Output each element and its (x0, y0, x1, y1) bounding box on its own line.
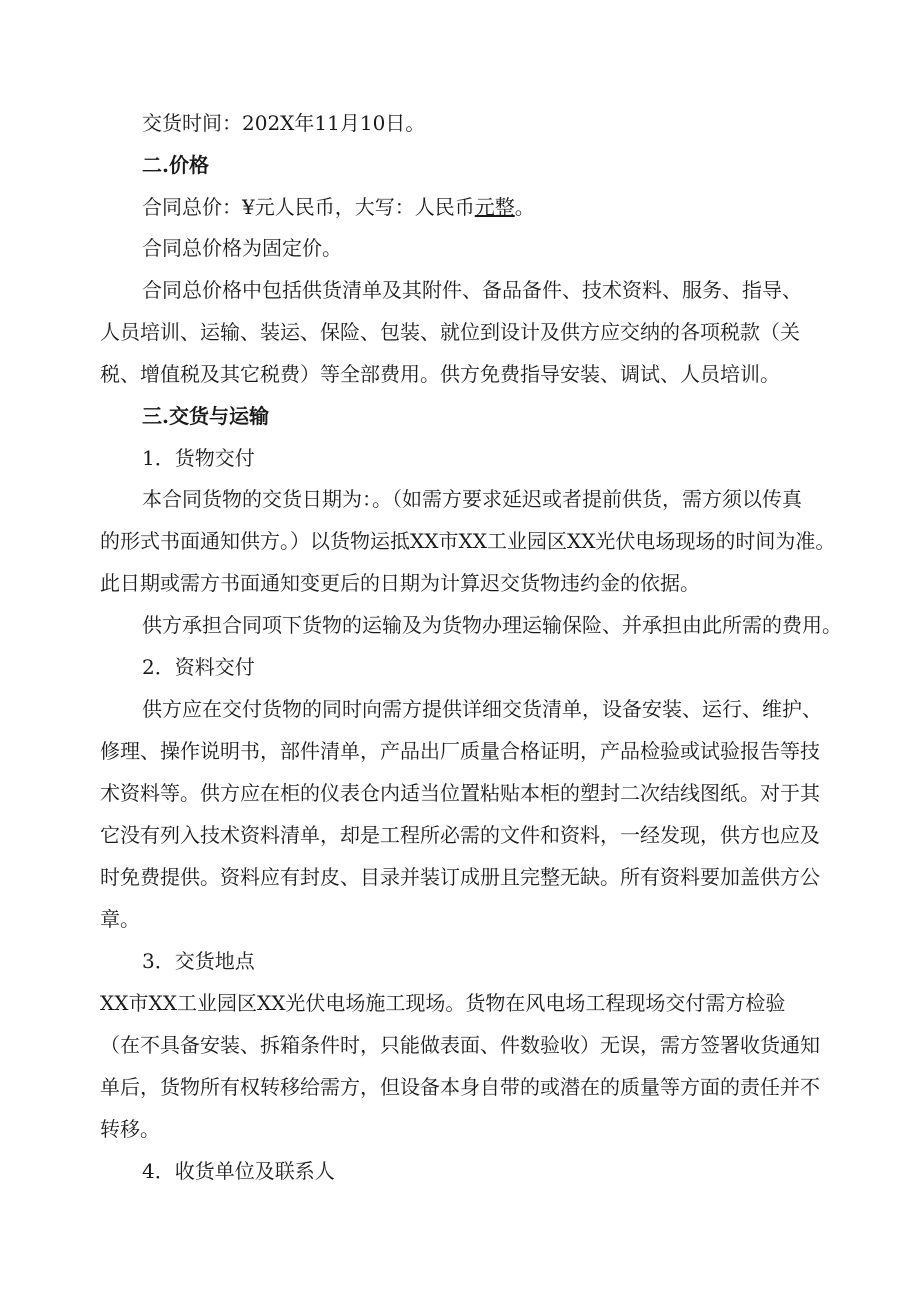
total-price-prefix: 合同总价：¥元人民币，大写：人民币 (142, 195, 475, 219)
item2-line-6: 章。 (100, 907, 140, 931)
item2-line-3: 术资料等。供方应在柜的仪表仓内适当位置粘贴本柜的塑封二次结线图纸。对于其 (100, 781, 820, 805)
total-price-suffix: 。 (514, 195, 535, 219)
item1-para1-line-1: 本合同货物的交货日期为：。（如需方要求延迟或者提前供货，需方须以传真 (142, 487, 802, 511)
item3-title: 3．交货地点 (142, 949, 255, 973)
delivery-time: 交货时间：202X年11月10日。 (142, 111, 426, 135)
item2-line-1: 供方应在交付货物的同时向需方提供详细交货清单，设备安装、运行、维护、 (142, 697, 822, 721)
item3-line-2: （在不具备安装、拆箱条件时，只能做表面、件数验收）无误，需方签署收货通知 (100, 1033, 820, 1057)
item3-line-4: 转移。 (100, 1117, 160, 1141)
item3-line-3: 单后，货物所有权转移给需方，但设备本身自带的或潜在的质量等方面的责任并不 (100, 1075, 820, 1099)
item1-para1-line-2: 的形式书面通知供方。）以货物运抵XX市XX工业园区XX光伏电场现场的时间为准。 (100, 529, 836, 553)
total-price-underlined: 元整 (474, 195, 515, 219)
price-includes-line-2: 人员培训、运输、装运、保险、包装、就位到设计及供方应交纳的各项税款（关 (100, 320, 800, 344)
item2-line-5: 时免费提供。资料应有封皮、目录并装订成册且完整无缺。所有资料要加盖供方公 (100, 865, 820, 889)
section-heading-price: 二.价格 (142, 153, 209, 177)
fixed-price-text: 合同总价格为固定价。 (142, 236, 342, 260)
item3-line-1: XX市XX工业园区XX光伏电场施工现场。货物在风电场工程现场交付需方检验 (100, 991, 786, 1015)
item4-title: 4．收货单位及联系人 (142, 1159, 335, 1183)
section-heading-delivery: 三.交货与运输 (142, 404, 269, 428)
price-includes-line-3: 税、增值税及其它税费）等全部费用。供方免费指导安装、调试、人员培训。 (100, 362, 780, 386)
total-price-line (142, 195, 535, 219)
item2-line-2: 修理、操作说明书，部件清单，产品出厂质量合格证明，产品检验或试验报告等技 (100, 739, 820, 763)
item2-line-4: 它没有列入技术资料清单，却是工程所必需的文件和资料，一经发现，供方也应及 (100, 823, 820, 847)
item1-title: 1．货物交付 (142, 446, 255, 470)
item2-title: 2．资料交付 (142, 655, 255, 679)
item1-para2: 供方承担合同项下货物的运输及为货物办理运输保险、并承担由此所需的费用。 (142, 613, 842, 637)
item1-para1-line-3: 此日期或需方书面通知变更后的日期为计算迟交货物违约金的依据。 (100, 571, 700, 595)
price-includes-line-1: 合同总价格中包括供货清单及其附件、备品备件、技术资料、服务、指导、 (142, 278, 802, 302)
